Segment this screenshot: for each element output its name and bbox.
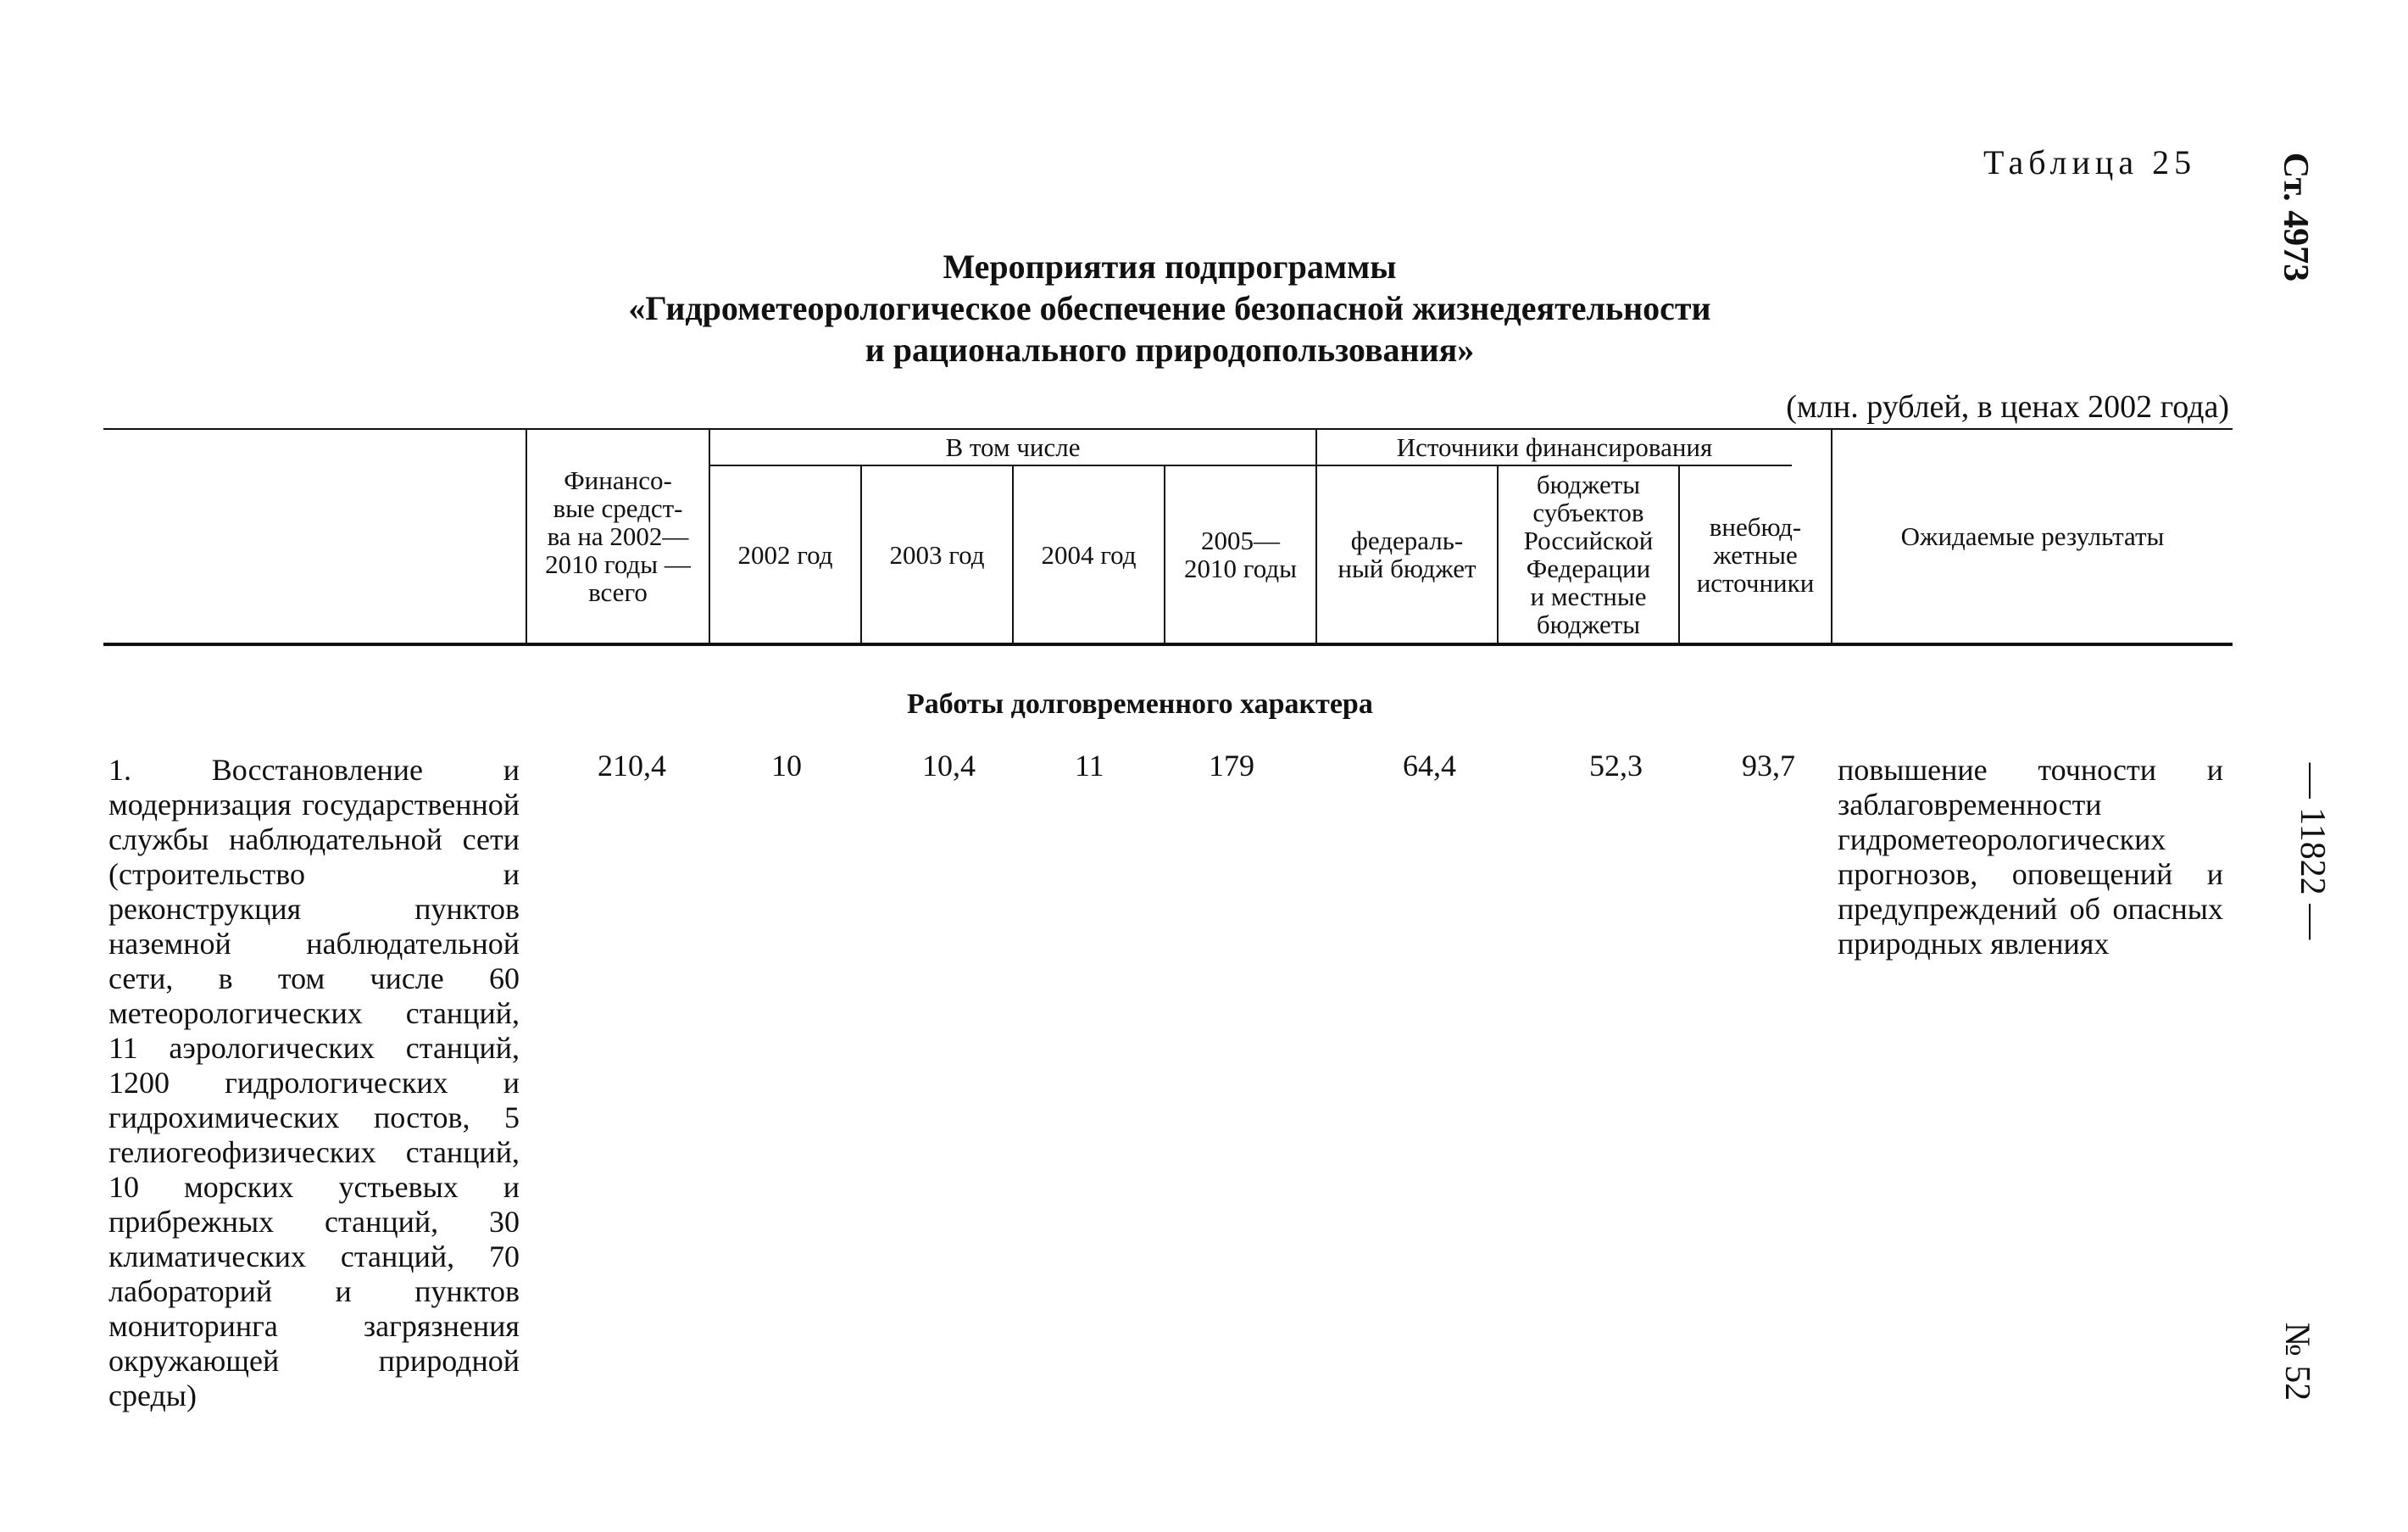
row-regional: 52,3 (1589, 749, 1643, 783)
header-bottom-border (103, 643, 2233, 646)
row-2005-2010: 179 (1209, 749, 1254, 783)
margin-page-ref: Ст. 4973 (2276, 152, 2315, 282)
units-note: (млн. рублей, в ценах 2002 года) (1786, 389, 2229, 425)
header-group-including: В том числе (945, 432, 1081, 462)
row-extrabudget: 93,7 (1742, 749, 1795, 783)
header-2002: 2002 год (737, 539, 833, 570)
margin-doc-number: — 11822 — (2293, 762, 2332, 940)
header-2003: 2003 год (889, 539, 985, 570)
header-regional: бюджеты субъектов Российской Федерации и местные бюджеты (1523, 470, 1654, 639)
margin-issue-number: № 52 (2277, 1322, 2316, 1401)
header-2005-2010: 2005— 2010 годы (1184, 526, 1297, 583)
header-federal: федераль- ный бюджет (1337, 526, 1476, 583)
header-total: Финансо- вые средст- ва на 2002— 2010 годы — всего (545, 465, 691, 607)
section-title: Работы долговременного характера (907, 688, 1373, 720)
row-total: 210,4 (598, 749, 666, 783)
header-2004: 2004 год (1041, 539, 1137, 570)
row-2002: 10 (771, 749, 802, 783)
header-results: Ожидаемые результаты (1900, 521, 2165, 551)
title-line-2: «Гидрометеорологическое обеспечение безопасной жизнедеятельности (628, 289, 1711, 327)
row-federal: 64,4 (1403, 749, 1456, 783)
row-2004: 11 (1075, 749, 1104, 783)
row-name: 1. Восстановление и модернизация государственной службы наблюдательной сети (строительство и реконструкция пунктов наземной наблюдательной сети, в том числе 60 метеорологических станций, 11 аэрологических станций, 1200 гидрологических и гидрохимических постов, 5 гелиогеофизических станций, 10 морских устьевых и прибрежных станций, 30 климатических станций, 70 лабораторий и пунктов мониторинга загрязнения окружающей природной среды) (108, 753, 520, 1412)
table-label: Таблица 25 (1983, 143, 2197, 181)
header-group-sources: Источники финансирования (1396, 432, 1713, 462)
row-2003: 10,4 (922, 749, 976, 783)
title-line-3: и рационального природопользования» (865, 331, 1475, 369)
title-line-1: Мероприятия подпрограммы (943, 248, 1397, 286)
row-result: повышение точности и заблаговременности гидрометеорологических прогнозов, оповещений и предупреждений об опасных природных явлениях (1838, 753, 2223, 961)
header-extrabudget: внебюд- жетные источники (1696, 511, 1815, 598)
table-title (475, 246, 1865, 370)
